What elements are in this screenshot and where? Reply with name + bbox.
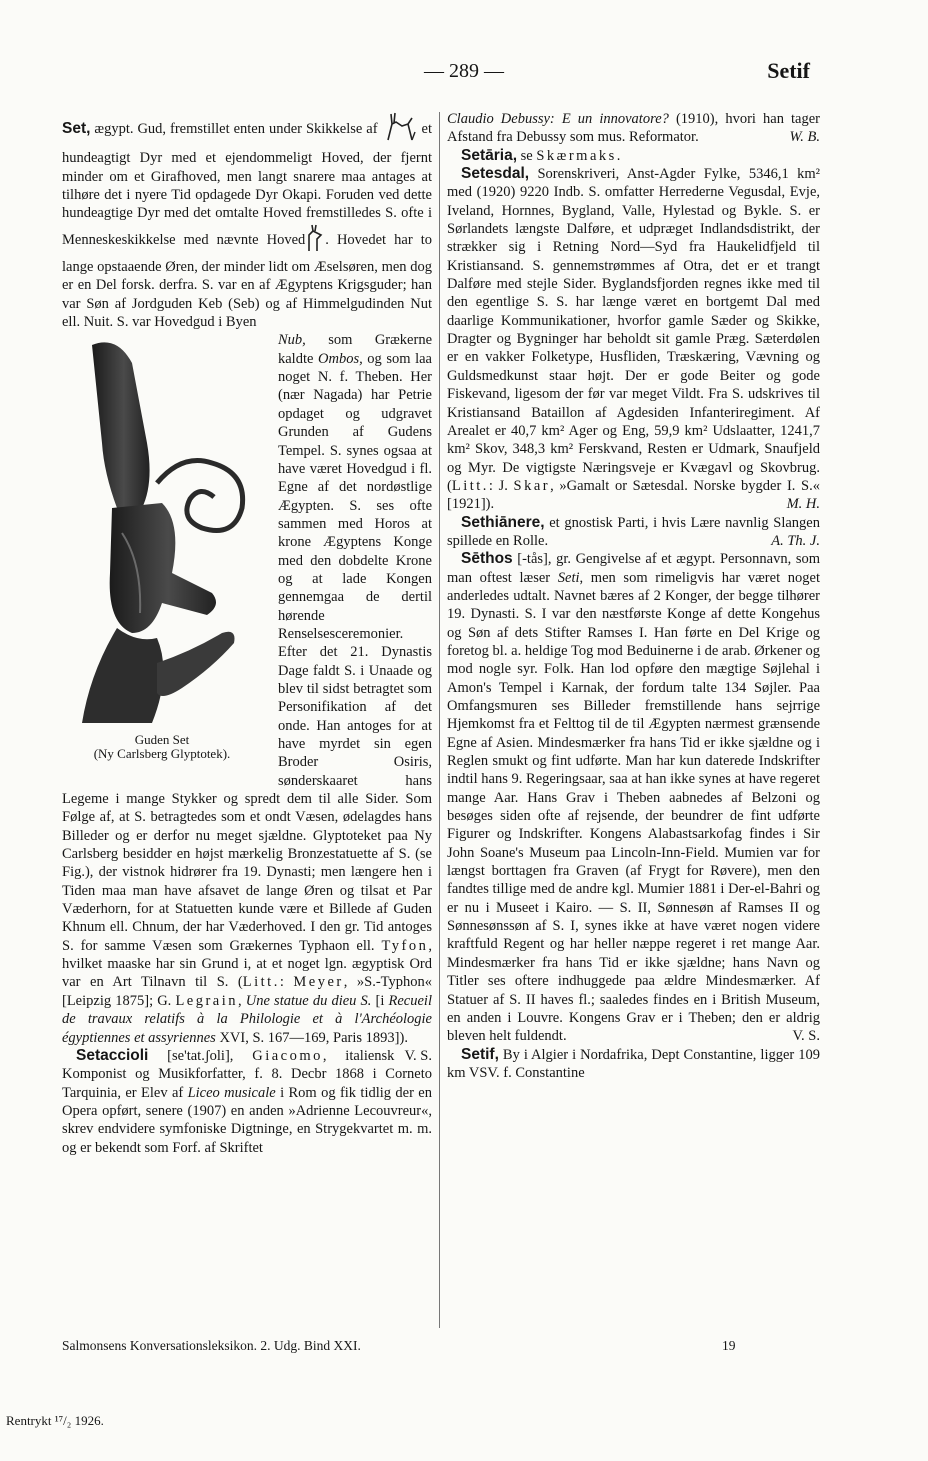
left-column (62, 110, 432, 1157)
set-head-glyph-icon (305, 223, 325, 258)
entry-setaria: Setāria, se Skærmaks. (461, 146, 621, 164)
reprint-note: Rentrykt ¹⁷/₂ 1926. (6, 1413, 104, 1428)
entry-setaccioli-continued: Claudio Debussy: E un innovatore? (1910), hvori han tager Afstand fra Debussy som mus. Reformator. W. B. (447, 111, 820, 146)
entry-set-continued: Nub, som Grækerne kaldte Ombos, og som laa noget N. f. Theben. Her (nær Nagada) har Petrie opdaget og udgravet Grunden af Gudens Tempel. S. synes ogsaa at have været Hovedgud i fl. Egne af det nordøstlige Ægypten. S. ses ofte sammen med Horos at krone Ægyptens Konge med den dobdelte Krone og at lade Kongen gennemgaa de dertil hørende Renselsesceremonier. Efter det 21. Dynastis Dage faldt S. i Unaade og blev til sidst betragtet som Personifikation af det onde. Han antoges for at have myrdet sin egen Broder Osiris, sønderskaaret hans Legeme i mange Stykker og spredt dem til alle Sider. Som Følge af, at S. betragtedes som et ondt Væsen, ødelagdes hans Billeder og er derfor nu meget sjældne. Glyptoteket paa Ny Carlsberg besidder en højst mærkelig Bronzestatuette af S. (se Fig.), der vistnok hidrører fra 19. Dynasti; men længere hen i Tiden maa man have afsavet de lange Øren og tilsat et Par Væderhorn, for at Statuetten kunde være et Billede af Guden Khnum ell. Chnum, der har Væderhoved. I den gr. Tid antoges S. for samme Væsen som Grækernes Typhaon ell. Tyfon, hvilket maaske har sin Grund i, at et noget lgn. ægyptisk Ord var en Art Tilnavn til S. (Litt.: Meyer, »S.-Typhon« [Leipzig 1875]; G. Legrain, Une statue du dieu S. [i Recueil de travaux relatifs à la Philologie et à l'Archéologie égyptiennes et assyriennes XVI, S. 167—169, Paris 1893]). V. S. (62, 332, 432, 1064)
running-headword: Setif (767, 58, 810, 83)
signature-sethianere: A. Th. J. (771, 532, 820, 549)
figure-set-statuette (62, 333, 272, 775)
entry-sethos: Sēthos [-tås], gr. Gengivelse af et ægypt. Personnavn, som man oftest læser Seti, men som rimeligvis har været noget anderledes udtalt. Navnet bæres af 2 Konger, der begge tilhører 19. Dynasti. S. I var den næstførste Konge af dette Kongehus og Søn af dets Stifter Ramses I. Han førte en Del Krige og foretog bl. a. heldige Tog mod Beduinerne i de arab. Ørkener og mod nogle syr. Folk. Han lod opføre den mægtige Søjlehal i Amon's Tempel i Karnak, der fordum talte 134 Søjler. Paa Omfangsmuren ses Billeder fremstillende hans sejrrige Hjemkomst fra et Felttog til de til Ægypten nærmest grænsende Egne af Asien. Mindesmærker fra hans Tid er ikke sjældne og i Reglen smukt og fint udførte. Man har kun daterede Indskrifter indtil hans 9. Regeringsaar, saa at han ikke synes at have regeret mange Aar. Hans Grav i Theben aabnedes af Belzoni og besøges siden ofte af rejsende, der beundrer de fint udførte Figurer og Indskrifter. Kongens Alabastsarkofag findes i Sir John Soane's Museum paa Lincoln-Inn-Field. Mumien var for længst borttagen fra Graven (af Frygt for Røvere), men den fandtes tillige med de andre kgl. Mumier 1881 i Der-el-Bahri og er nu i Museet i Kairo. — S. II, Sønnesøn af Ramses II og Sønnesønssøn af S. I, synes ikke at have været nogen videre kraftfuld Regent og har heller næppe regeret i ret mange Aar. Mindesmærker fra hans Tid er ikke sjældne; hans Navn og Titler ses oftere indhuggede paa ældre Mindesmærker. Af Statuer af S. II haves fl.; saaledes findes en i British Museum, en anden i Louvre. Kongens Grav er i Theben; den er aldrig bleven helt fuldendt. V. S. (447, 550, 820, 1045)
cross-reference: Skærmaks (536, 147, 617, 164)
sheet-number: 19 (722, 1338, 736, 1353)
entry-set: Set, ægypt. Gud, fremstillet enten under Skikkelse af et hundeagtigt Dyr med et ejendommeligt Hoved, der fjernt minder om et Girafhoved, men langt snarere maa antages at tilhøre det i nyere Tid opdagede Dyr Okapi. Foruden ved dette hundeagtige Dyr med det omtalte Hoved fremstilledes S. ofte i Menneskeskikkelse med nævnte Hoved . Hovedet har to lange opstaaende Øren, der minder lidt om Æselsøren, men dog er en Del forsk. derfra. S. var en af Ægyptens Krigsguder; han var Søn af Jordguden Keb (Seb) og af Himmelgudinden Nut ell. Nuit. S. var Hovedgud i Byen (62, 110, 432, 331)
publisher-footer: Salmonsens Konversationsleksikon. 2. Udg. Bind XXI. (62, 1338, 361, 1353)
set-statuette-image (62, 333, 262, 728)
headword-setaria: Setāria, (461, 146, 518, 164)
headword-sethos: Sēthos (461, 550, 513, 568)
signature-sethos: V. S. (792, 1028, 820, 1045)
set-animal-glyph-icon (382, 110, 418, 149)
headword-set: Set, (62, 120, 91, 137)
entry-sethianere: Sethiānere, et gnostisk Parti, i hvis Lære navnlig Slangen spillede en Rolle. A. Th. J. (447, 513, 820, 549)
figure-caption: Guden Set (Ny Carlsberg Glyptotek). (93, 732, 231, 762)
entry-setif: Setif, By i Algier i Nordafrika, Dept Constantine, ligger 109 km VSV. f. Constantine (447, 1045, 820, 1081)
entry-setesdal: Setesdal, Sorenskriveri, Anst-Agder Fylke, 5346,1 km² med (1920) 9220 Indb. S. omfatter Herrederne Vegusdal, Evje, Iveland, Hornnes, Bygland, Valle, Hylestad og Bykle. S. er Sørlandets længste Dalføre, et udpræget Indlandsdistrikt, der strækker sig i Retning Nord—Syd fra Haukelidfjeld til Kristiansand. S. gennemstrømmes af Otra, det er et trangt Dalføre med stejle Sider. Byglandsfjorden regnes ikke med til den egentlige S. S. har længe været en bortgemt Dal med daarlige Kommunikationer, hvorfor gamle Sæder og Skikke, Dragter og Bygninger har beholdt sit gamle Præg. Sæterdølen er en vakker Folketype, Husfliden, Træskæring, Vævning og Guldsmedkunst staar højt. Der er gode Beiter og gode Fiskevand, ligesom der før var meget Vildt. Fra S. udskrives til Kristiansand Bataillon af Agdesiden Infanteriregiment. Af Arealet er 40,7 km² Ager og Eng, 59,9 km² Udslaatter, 1241,7 km² Skov, 348,3 km² Ferskvand, Resten er Udmark, Snaufjeld og Myr. De vigtigste Næringsveje er Kvægavl og Skovbrug. (Litt.: J. Skar, »Gamalt or Sætesdal. Norske bygder I. S.« [1921]). M. H. (447, 165, 820, 513)
signature-set: V. S. (404, 1047, 432, 1064)
right-column (447, 110, 820, 1082)
headword-setesdal: Setesdal, (461, 165, 530, 183)
entry-setaccioli: Setaccioli [se'tat.ʃoli], Giacomo, italiensk Komponist og Musikforfatter, f. 8. Decbr 1868 i Corneto Tarquinia, er Elev af Liceo musicale i Rom og fik tidlig der en Opera opført, senere (1907) en anden »Adrienne Lecouvreur«, skrev endvidere symfoniske Digtninge, en Strygekvartet m. m. og er bekendt som Forf. af Skriftet (62, 1046, 432, 1156)
signature-setesdal: M. H. (786, 496, 820, 513)
signature-setaccioli: W. B. (789, 129, 820, 146)
headword-setif: Setif, (461, 1045, 499, 1063)
headword-setaccioli: Setaccioli (76, 1046, 149, 1064)
column-divider (439, 112, 440, 1328)
page-number: — 289 — (424, 60, 504, 82)
headword-sethianere: Sethiānere, (461, 513, 545, 531)
